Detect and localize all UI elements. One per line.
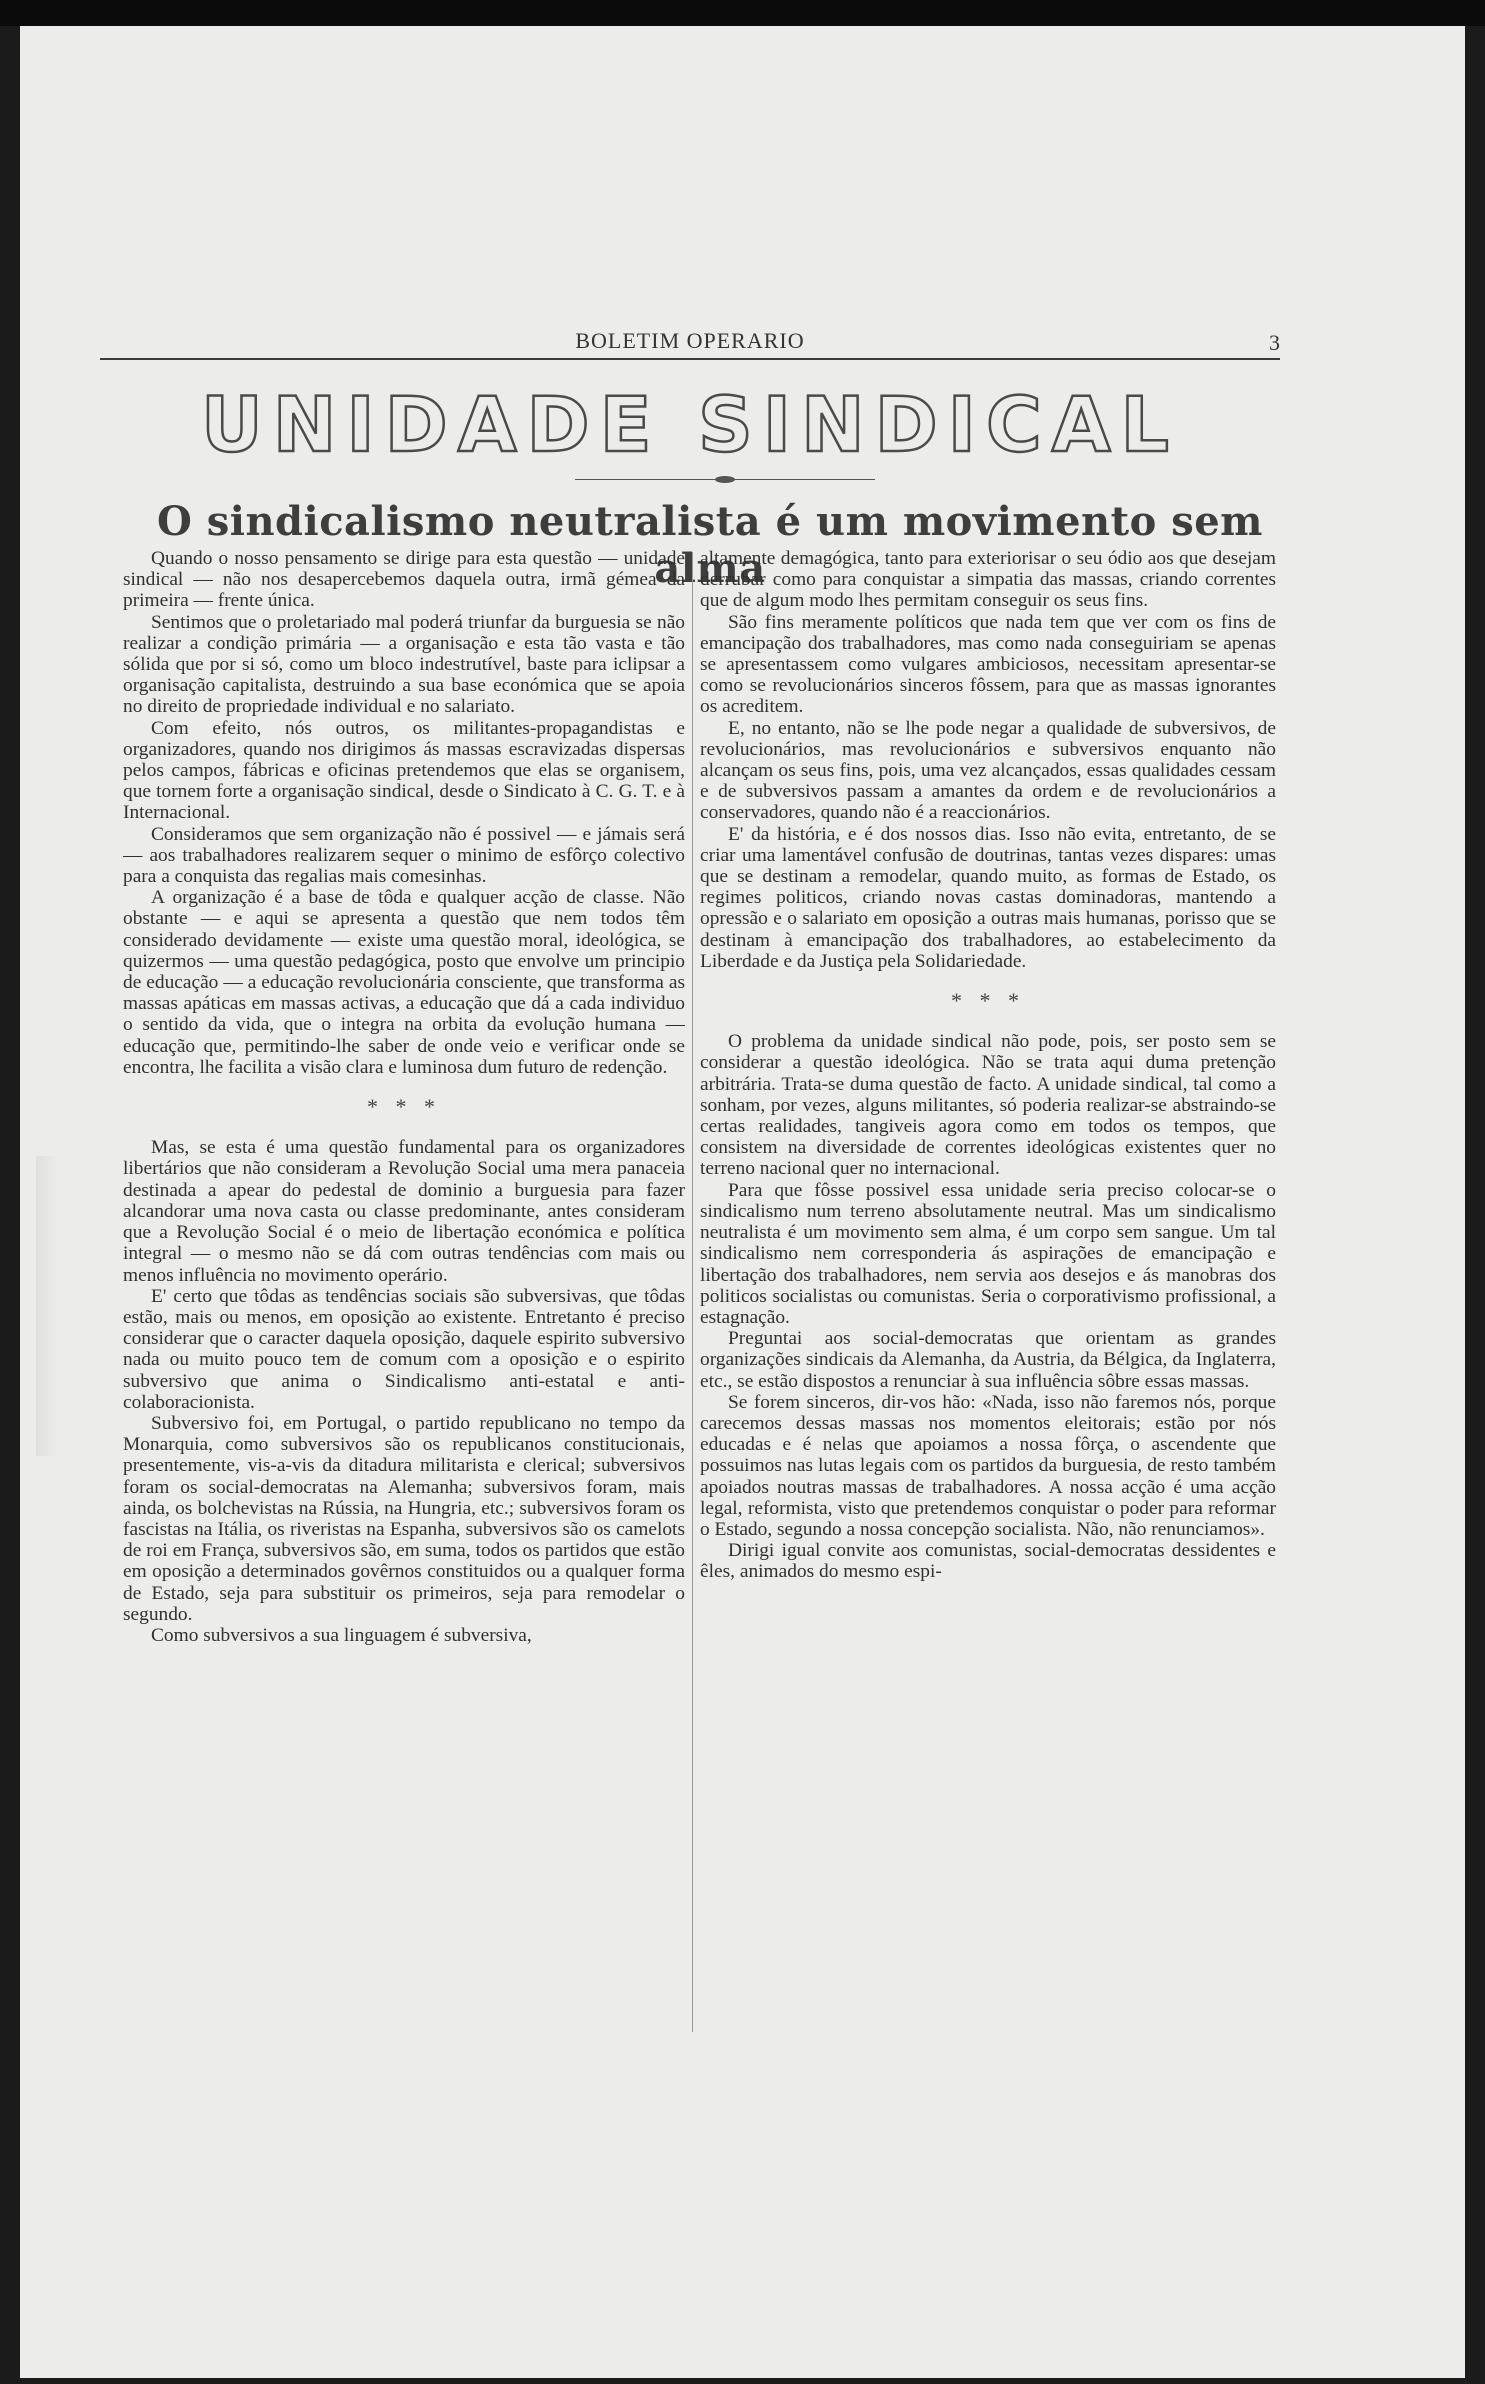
paragraph: O problema da unidade sindical não pode, pois, ser posto sem se considerar a questão ideológica. Não se trata aqui duma pretenção arbitrária. Trata-se duma questão de facto. A unidade sindical, tal como a sonham, por vezes, alguns militantes, só poderia realizar-se abstraindo-se certas realidades, tangiveis agora como em todos os tempos, que consistem na diversidade de correntes ideológicas existentes quer no terreno nacional quer no internacional. — [700, 1031, 1276, 1180]
paragraph: E' da história, e é dos nossos dias. Isso não evita, entretanto, de se criar uma lamentável confusão de doutrinas, tantas vezes dispares: umas que se destinam a remodelar, quando muito, as formas de Estado, os regimes politicos, criando novas castas dominadoras, mantendo a opressão e o salariato em oposição a outras mais humanas, porisso que se destinam à emancipação dos trabalhadores, ao estabelecimento da Liberdade e da Justiça pela Solidariedade. — [700, 823, 1276, 972]
paragraph: Consideramos que sem organização não é possivel — e jámais será — aos trabalhadores realizarem sequer o minimo de esfôrço colectivo para a conquista das regalias mais comesinhas. — [123, 823, 685, 888]
paragraph: Com efeito, nós outros, os militantes-propagandistas e organizadores, quando nos dirigimos ás massas escravizadas dispersas pelos campos, fábricas e oficinas pretendemos que elas se organisem, que tornem forte a organisação sindical, desde o Sindicato à C. G. T. e à Internacional. — [123, 717, 685, 824]
paragraph: São fins meramente políticos que nada tem que ver com os fins de emancipação dos trabalhadores, mas como nada conseguiriam se apenas se apresentassem como vulgares ambiciosos, necessitam apresentar-se como se revolucionários sinceros fôssem, para que as massas ignorantes os acreditem. — [700, 611, 1276, 718]
publication-title: BOLETIM OPERARIO — [575, 328, 805, 353]
paragraph: Mas, se esta é uma questão fundamental para os organizadores libertários que não consideram a Revolução Social uma mera panaceia destinada a apear do pedestal de dominio a burguesia para fazer alcandorar uma nova casta ou classe predominante, antes consideram que a Revolução Social é o meio de libertação económica e política integral — o mesmo não se dá com outras tendências com mais ou menos influência no movimento operário. — [123, 1137, 685, 1286]
section-separator: * * * — [951, 988, 1025, 1014]
right-column — [700, 548, 1276, 2288]
scan-top-border — [0, 0, 1485, 26]
paragraph: Se forem sinceros, dir-vos hão: «Nada, isso não faremos nós, porque carecemos dessas massas nos momentos eleitorais; estão por nós educadas e é nelas que apoiamos a nossa fôrça, o ascendente que possuimos nas lutas legais com os partidos da burguesia, de resto também apoiados noutras massas de trabalhadores. A nossa acção é uma acção legal, reformista, visto que pretendemos conquistar o poder para reformar o Estado, segundo a nossa concepção socialista. Não, não renunciamos». — [700, 1391, 1276, 1540]
page-fold-shadow — [36, 1156, 58, 1456]
article-headline: UNIDADE SINDICAL — [201, 380, 1179, 469]
paragraph: Quando o nosso pensamento se dirige para esta questão — unidade sindical — não nos desapercebemos daquela outra, irmã gémea da primeira — frente única. — [123, 548, 685, 612]
paragraph: Dirigi igual convite aos comunistas, social-democratas dessidentes e êles, animados do mesmo espi- — [700, 1540, 1276, 1583]
paragraph: Preguntai aos social-democratas que orientam as grandes organizações sindicais da Alemanha, da Austria, da Bélgica, da Inglaterra, etc., se estão dispostos a renunciar à sua influência sôbre essas massas. — [700, 1328, 1276, 1392]
page-header — [100, 328, 1280, 362]
header-rule — [100, 358, 1280, 360]
paragraph: E' certo que tôdas as tendências sociais são subversivas, que tôdas estão, mais ou menos, em oposição ao existente. Entretanto é preciso considerar que o caracter daquela oposição, daquele espirito subversivo nada ou muito pouco tem de comum com a oposição e o espirito subversivo que anima o Sindicalismo anti-estatal e anti-colaboracionista. — [123, 1285, 685, 1413]
paragraph: Para que fôsse possivel essa unidade seria preciso colocar-se o sindicalismo num terreno absolutamente neutral. Mas um sindicalismo neutralista é um movimento sem alma, é um corpo sem sangue. Um tal sindicalismo nem corresponderia ás aspirações de emancipação e libertação dos trabalhadores, nem servia aos desejos e ás manobras dos politicos socialistas ou comunistas. Seria o corporativismo profissional, a estagnação. — [700, 1179, 1276, 1328]
column-divider — [692, 552, 693, 2032]
paragraph: Como subversivos a sua linguagem é subversiva, — [151, 1624, 532, 1646]
ornament-center — [715, 476, 735, 483]
section-separator: * * * — [367, 1094, 441, 1120]
paragraph: Sentimos que o proletariado mal poderá triunfar da burguesia se não realizar a condição primária — a organisação e esta tão vasta e tão sólida que por si só, como um bloco indestrutível, baste para iclipsar a organisação capitalista, destruindo a sua base económica que se apoia no direito de propriedade individual e no salariato. — [123, 611, 685, 718]
headline-ornament — [575, 476, 875, 484]
paragraph: altamente demagógica, tanto para exteriorisar o seu ódio aos que desejam derrubar como para conquistar a simpatia das massas, criando correntes que de algum modo lhes permitam conseguir os seus fins. — [700, 548, 1276, 612]
paragraph: Subversivo foi, em Portugal, o partido republicano no tempo da Monarquia, como subversivos são os republicanos constitucionais, presentemente, vis-a-vis da ditadura militarista e clerical; subversivos foram os social-democratas na Alemanha; subversivos foram, mais ainda, os bolchevistas na Rússia, na Hungria, etc.; subversivos foram os fascistas na Itália, os riveristas na Espanha, subversivos são os camelots de roi em França, subversivos são, em suma, todos os partidos que estão em oposição a determinados govêrnos constituidos ou a qualquer forma de Estado, seja para substituir os primeiros, seja para remodelar o segundo. — [123, 1412, 685, 1625]
left-column — [123, 548, 685, 2288]
paragraph: E, no entanto, não se lhe pode negar a qualidade de subversivos, de revolucionários, mas revolucionários e subversivos enquanto não alcançam os seus fins, pois, uma vez alcançados, essas qualidades cessam e de subversivos passam a amantes da ordem e de revolucionários a conservadores, quando não é a reaccionários. — [700, 717, 1276, 824]
article-subheadline: O sindicalismo neutralista é um movimento sem alma — [156, 498, 1264, 592]
page-number: 3 — [1269, 330, 1280, 355]
paragraph: A organização é a base de tôda e qualquer acção de classe. Não obstante — e aqui se apresenta a questão que nem todos têm considerado devidamente — existe uma questão moral, ideológica, se quizermos — uma questão pedagógica, posto que envolve um principio de educação — a educação revolucionária consciente, que transforma as massas apáticas em massas activas, a educação que dá a cada individuo o sentido da vida, que o integra na orbita da evolução humana — educação que, permitindo-lhe saber de onde veio e verificar onde se encontra, lhe facilita a visão clara e luminosa dum futuro de redenção. — [123, 887, 685, 1078]
